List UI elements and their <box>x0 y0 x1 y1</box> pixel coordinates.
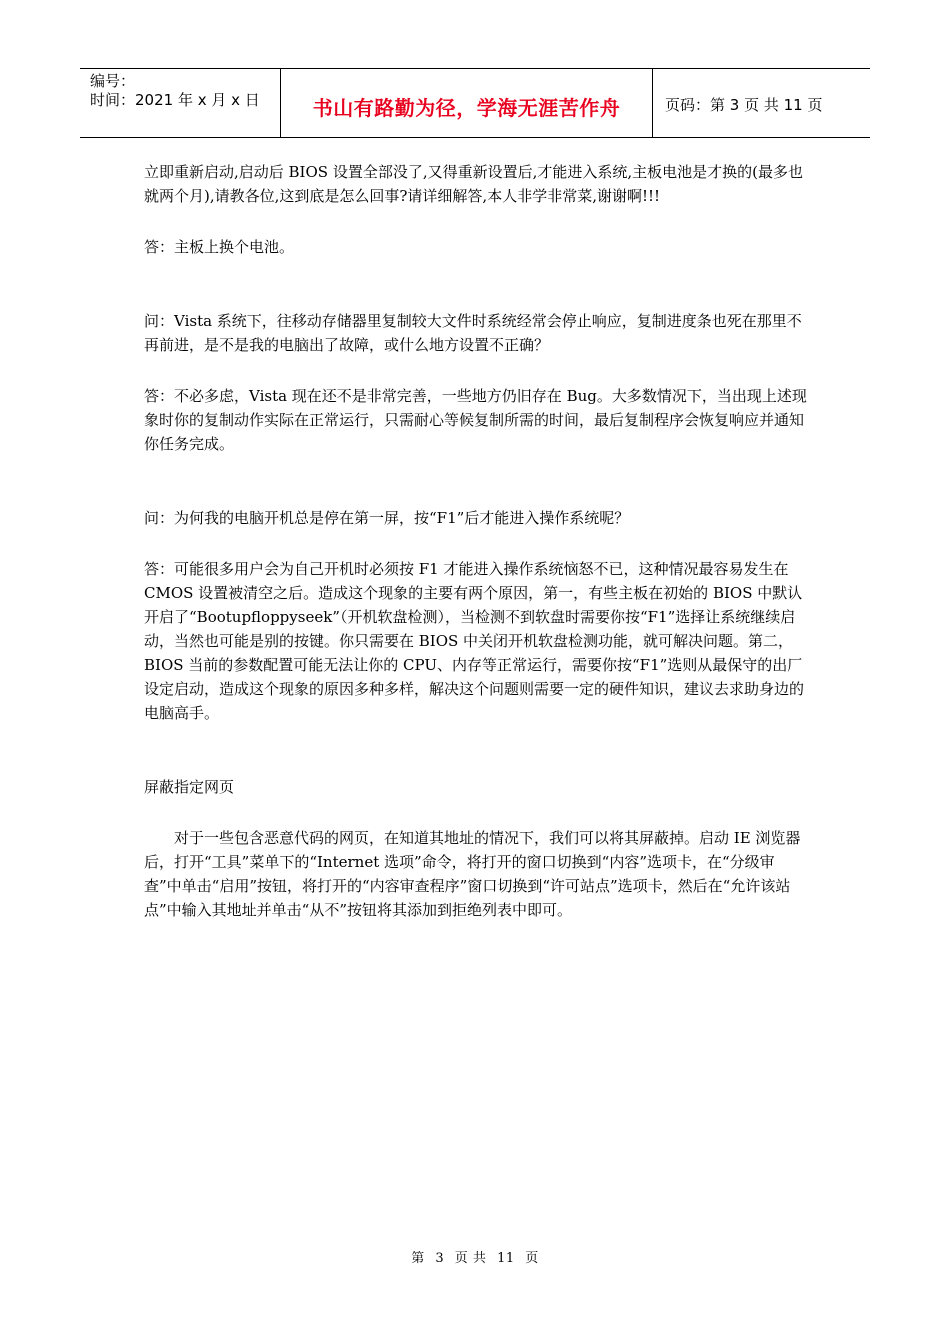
footer-suffix: 页 <box>525 1251 539 1266</box>
header-motto-cell <box>281 69 653 137</box>
footer-page-total: 11 <box>497 1251 515 1266</box>
footer-prefix: 第 <box>411 1251 425 1266</box>
answer-f1-boot: 答：可能很多用户会为自己开机时必须按 F1 才能进入操作系统恼怒不已，这种情况最容易发生在 CMOS 设置被清空之后。造成这个现象的主要有两个原因，第一，有些主板在初始的 BIOS 中默认开启了“Bootupfloppyseek”（开机软盘检测），当检测不到软盘时需要你按“F1”选择让系统继续启动，当然也可能是别的按键。你只需要在 BIOS 中关闭开机软盘检测功能，就可解决问题。第二，BIOS 当前的参数配置可能无法让你的 CPU、内存等正常运行，需要你按“F1”选则从最保守的出厂设定启动，造成这个现象的原因多种多样，解决这个问题则需要一定的硬件知识，建议去求助身边的电脑高手。 <box>144 560 805 722</box>
header-motto: 书山有路勤为径，学海无涯苦作舟 <box>312 96 621 120</box>
page-header <box>80 68 870 138</box>
document-body <box>144 160 812 922</box>
section-title: 屏蔽指定网页 <box>144 778 235 796</box>
header-page-info: 页码：第 3 页 共 11 页 <box>665 96 823 114</box>
footer-page-number: 3 <box>435 1251 445 1266</box>
answer-vista-copy: 答：不必多虑，Vista 现在还不是非常完善，一些地方仍旧存在 Bug。大多数情况下，当出现上述现象时你的复制动作实际在正常运行，只需耐心等候复制所需的时间，最后复制程序会恢复响应并通知你任务完成。 <box>144 387 807 453</box>
paragraph-block-webpage: 对于一些包含恶意代码的网页，在知道其地址的情况下，我们可以将其屏蔽掉。启动 IE 浏览器后，打开“工具”菜单下的“Internet 选项”命令，将打开的窗口切换到“内容”选项卡，在“分级审查”中单击“启用”按钮，将打开的“内容审查程序”窗口切换到“许可站点”选项卡，然后在“允许该站点”中输入其地址并单击“从不”按钮将其添加到拒绝列表中即可。 <box>144 829 801 919</box>
header-meta-cell <box>80 69 281 137</box>
serial-number-label: 编号： <box>90 72 136 90</box>
question-f1-boot: 问：为何我的电脑开机总是停在第一屏，按“F1”后才能进入操作系统呢？ <box>144 509 630 527</box>
paragraph-bios-reset: 立即重新启动,启动后 BIOS 设置全部没了,又得重新设置后,才能进入系统,主板电池是才换的(最多也就两个月),请教各位,这到底是怎么回事?请详细解答,本人非学非常菜,谢谢啊!!! <box>144 163 803 205</box>
header-page-cell <box>653 69 870 137</box>
answer-battery: 答：主板上换个电池。 <box>144 238 295 256</box>
footer-mid: 页 共 <box>454 1251 487 1266</box>
page-footer <box>0 1247 950 1266</box>
question-vista-copy: 问：Vista 系统下，往移动存储器里复制较大文件时系统经常会停止响应，复制进度条也死在那里不再前进，是不是我的电脑出了故障，或什么地方设置不正确？ <box>144 312 802 354</box>
date-label: 时间：2021 年 x 月 x 日 <box>90 91 260 109</box>
